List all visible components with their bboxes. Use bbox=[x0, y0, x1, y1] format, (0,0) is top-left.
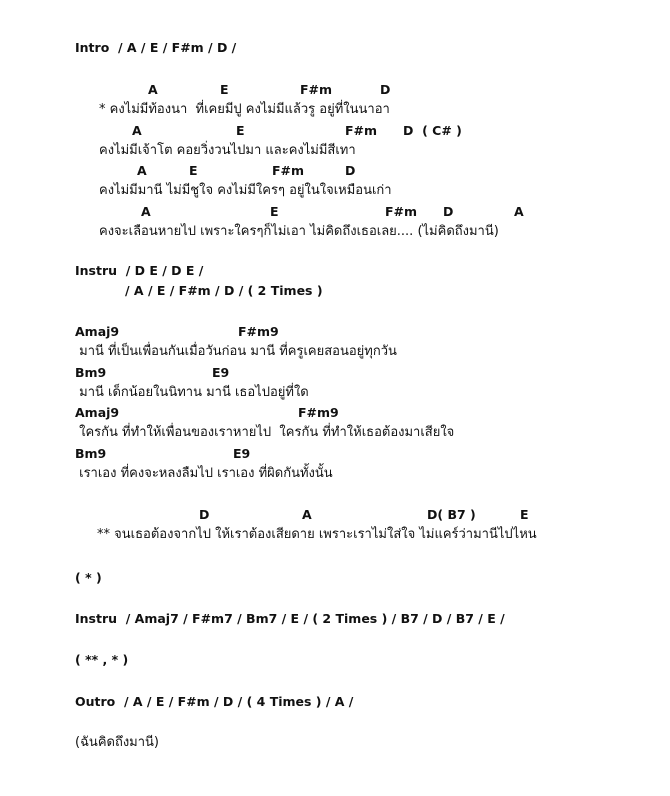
intro-line: Intro / A / E / F#m / D / bbox=[75, 40, 237, 55]
chord-label: E9 bbox=[212, 364, 230, 380]
chord-label: E bbox=[220, 82, 229, 97]
chord-label: A bbox=[302, 507, 312, 522]
lyric-line: มานี เด็กน้อยในนิทาน มานี เธอไปอยู่ที่ใด bbox=[75, 384, 309, 400]
instru-line-1: Instru / D E / D E / bbox=[75, 263, 204, 278]
chord-label: F#m9 bbox=[298, 405, 339, 420]
ending-lyric: (ฉันคิดถึงมานี) bbox=[75, 735, 159, 750]
repeat-verse-marker: ( * ) bbox=[75, 570, 102, 585]
chord-label: A bbox=[137, 163, 147, 178]
lyric-line: คงไม่มีมานี ไม่มีชูใจ คงไม่มีใครๆ อยู่ในใจเหมือนเก่า bbox=[99, 183, 392, 198]
chorus-lyric-line: ** จนเธอต้องจากไป ให้เราต้องเสียดาย เพราะเราไม่ใส่ใจ ไม่แคร์ว่ามานีไปไหน bbox=[97, 527, 537, 542]
chord-label: D bbox=[443, 203, 454, 219]
lyric-line: คงไม่มีเจ้าโต คอยวิ่งวนไปมา และคงไม่มีสีเทา bbox=[99, 142, 356, 158]
lyric-line: คงจะเลือนหายไป เพราะใครๆก็ไม่เอา ไม่คิดถึงเธอเลย.... (ไม่คิดถึงมานี) bbox=[99, 223, 499, 239]
chord-label: F#m bbox=[300, 82, 333, 97]
chord-label: F#m9 bbox=[238, 324, 279, 339]
chord-label: Bm9 bbox=[75, 445, 107, 461]
chord-label: D bbox=[345, 163, 356, 178]
chord-label: E bbox=[270, 203, 279, 219]
chord-label: F#m bbox=[345, 122, 378, 138]
chord-label: A bbox=[132, 122, 142, 138]
instru-line-2: / A / E / F#m / D / ( 2 Times ) bbox=[125, 283, 323, 298]
chord-label: F#m bbox=[385, 203, 418, 219]
repeat-chorus-verse-marker: ( ** , * ) bbox=[75, 652, 129, 667]
chord-label: D bbox=[380, 82, 391, 97]
chord-label: Amaj9 bbox=[75, 405, 120, 420]
chord-label: F#m bbox=[272, 163, 305, 178]
lyric-line: ใครกัน ที่ทำให้เพื่อนของเราหายไป ใครกัน ที่ทำให้เธอต้องมาเสียใจ bbox=[75, 425, 455, 440]
chord-label: D bbox=[199, 507, 210, 522]
lyric-line: * คงไม่มีท้องนา ที่เคยมีปู คงไม่มีแล้วรู อยู่ที่ในนาอา bbox=[99, 102, 390, 117]
chord-label: E bbox=[520, 507, 529, 522]
chord-label: A bbox=[148, 82, 158, 97]
chord-label: A bbox=[141, 203, 151, 219]
chord-label: E bbox=[236, 122, 245, 138]
chord-label: Bm9 bbox=[75, 364, 107, 380]
lyric-line: มานี ที่เป็นเพื่อนกันเมื่อวันก่อน มานี ที่ครูเคยสอนอยู่ทุกวัน bbox=[75, 344, 397, 359]
chord-label: D( B7 ) bbox=[427, 507, 476, 522]
chord-label: E bbox=[189, 163, 198, 178]
outro-line: Outro / A / E / F#m / D / ( 4 Times ) / A / bbox=[75, 694, 354, 709]
chord-label: A bbox=[514, 203, 524, 219]
lyric-line: เราเอง ที่คงจะหลงลืมไป เราเอง ที่ผิดกันทั้งนั้น bbox=[75, 465, 333, 481]
chord-label: Amaj9 bbox=[75, 324, 120, 339]
chord-label: E9 bbox=[233, 445, 251, 461]
chord-label: D ( C# ) bbox=[403, 122, 462, 138]
instru-line-3: Instru / Amaj7 / F#m7 / Bm7 / E / ( 2 Times ) / B7 / D / B7 / E / bbox=[75, 611, 505, 626]
